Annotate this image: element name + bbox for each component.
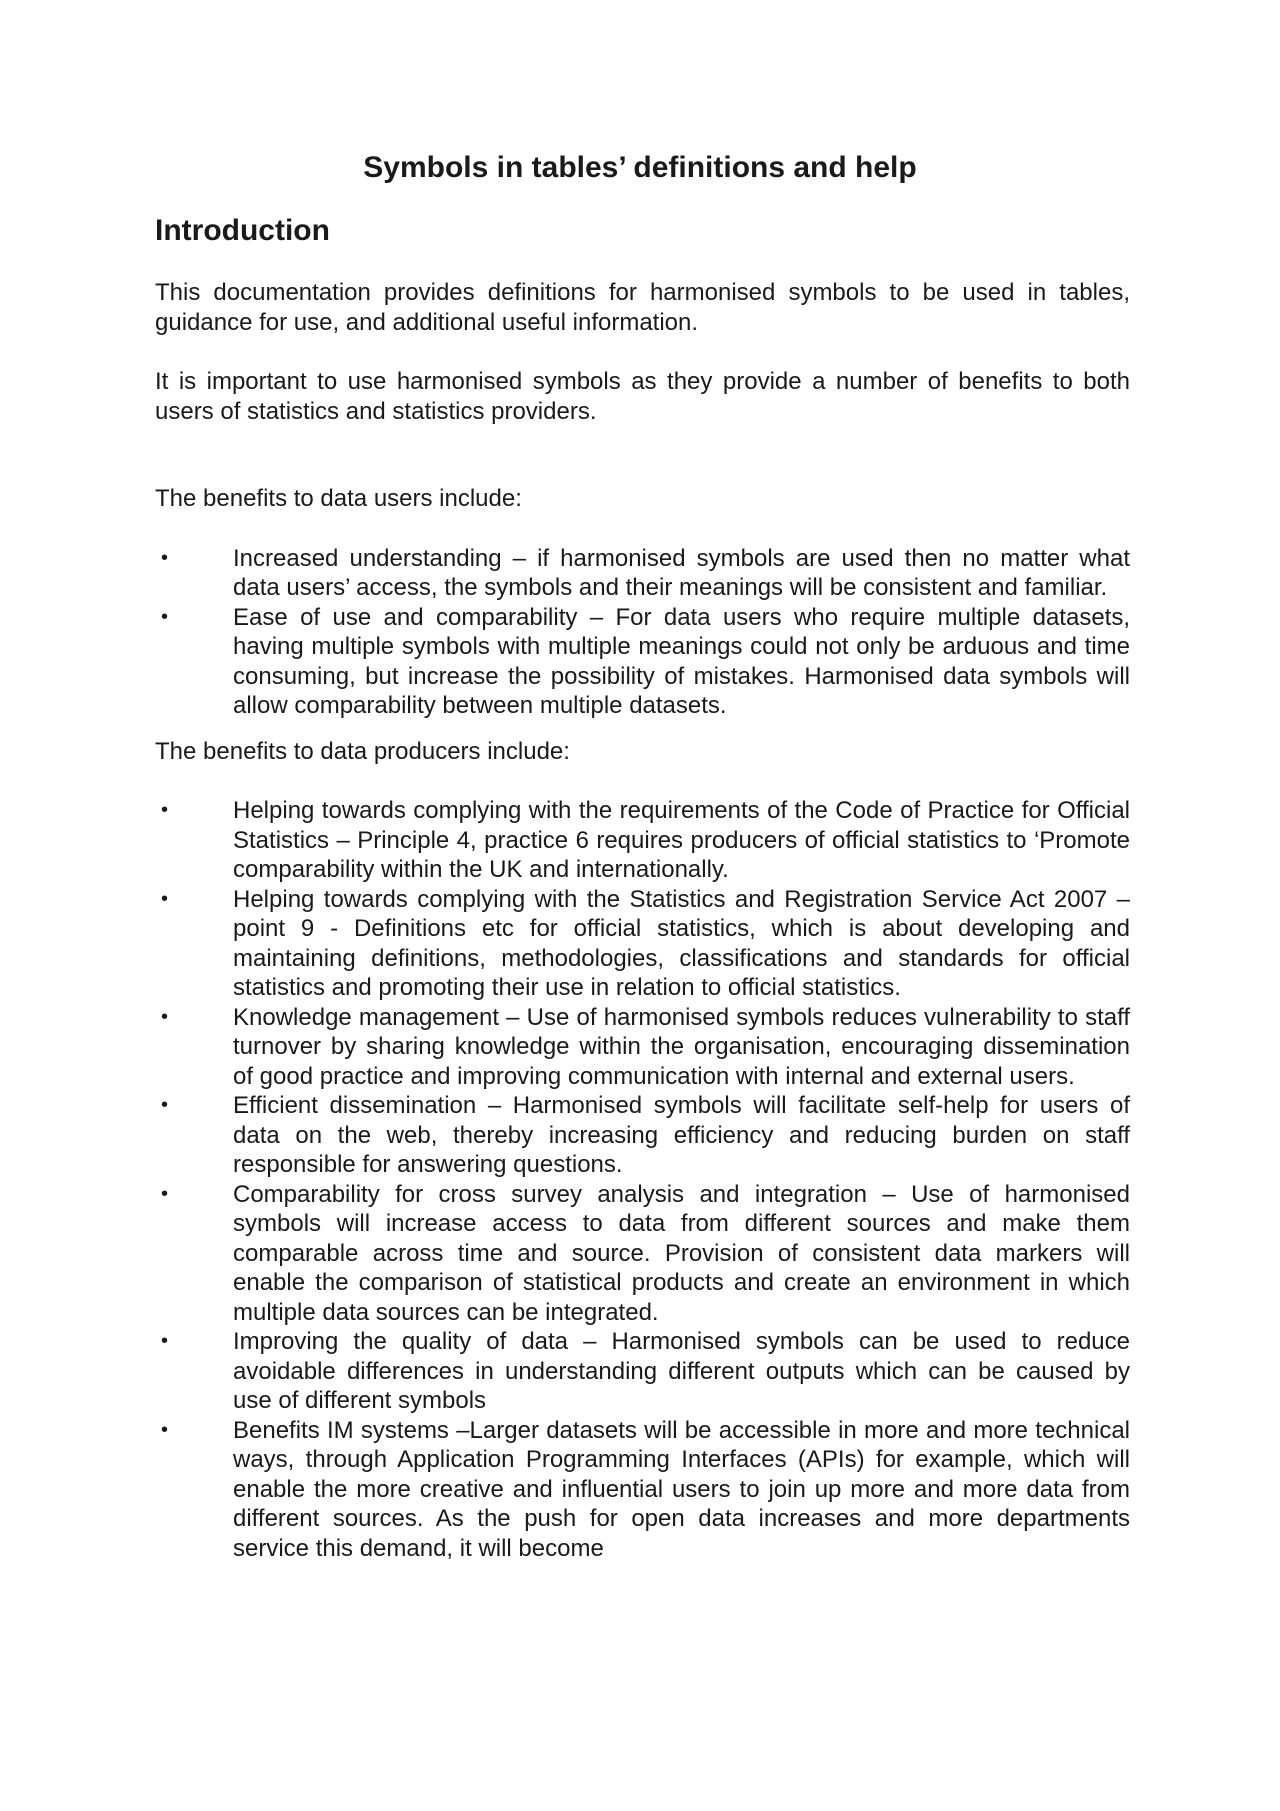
document-body xyxy=(155,212,1130,1563)
list-item-text: Helping towards complying with the requirements of the Code of Practice for Official Statistics – Principle 4, practice 6 requires producers of official statistics to ‘Promote comparability within the UK and internationally. xyxy=(233,797,1130,883)
list-item xyxy=(155,1003,1130,1092)
producers-benefits-list xyxy=(155,796,1130,1563)
list-item-text: Knowledge management – Use of harmonised symbols reduces vulnerability to staff turnover by sharing knowledge within the organisation, encouraging dissemination of good practice and improving communication with internal and external users. xyxy=(233,1003,1130,1090)
users-benefits-lead: The benefits to data users include: xyxy=(155,485,522,512)
document-title: Symbols in tables’ definitions and help xyxy=(363,151,917,184)
importance-paragraph: It is important to use harmonised symbols as they provide a number of benefits to both users of statistics and statistics providers. xyxy=(155,368,1130,425)
list-item xyxy=(155,1327,1130,1416)
list-item-text: Helping towards complying with the Statistics and Registration Service Act 2007 – point 9 - Definitions etc for official statistics, which is about developing and maintaining definitions, methodologies, classifications and standards for official statistics and promoting their use in relation to official statistics. xyxy=(233,885,1130,1001)
bullet-icon: • xyxy=(161,1005,169,1028)
list-item xyxy=(155,796,1130,885)
bullet-icon: • xyxy=(161,1094,169,1116)
list-item xyxy=(155,1180,1130,1328)
bullet-icon: • xyxy=(161,605,169,628)
list-item xyxy=(155,544,1130,603)
list-item-text: Benefits IM systems –Larger datasets will be accessible in more and more technical ways, through Application Programming Interfaces (APIs) for example, which will enable the more creative and influential users to join up more and more data from different sources. As the push for open data increases and more departments service this demand, it will become xyxy=(233,1416,1130,1562)
list-item-text: Ease of use and comparability – For data users who require multiple datasets, having multiple symbols with multiple meanings could not only be arduous and time consuming, but increase the possibility of mistakes. Harmonised data symbols will allow comparability between multiple datasets. xyxy=(233,603,1130,719)
producers-benefits-lead: The benefits to data producers include: xyxy=(155,737,570,765)
list-item xyxy=(155,885,1130,1003)
list-item-text: Efficient dissemination – Harmonised symbols will facilitate self-help for users of data on the web, thereby increasing efficiency and reducing burden on staff responsible for answering questions. xyxy=(233,1092,1130,1178)
section-heading-introduction: Introduction xyxy=(155,214,330,247)
bullet-icon: • xyxy=(161,1330,169,1352)
bullet-icon: • xyxy=(161,887,169,910)
bullet-icon: • xyxy=(161,1418,169,1441)
list-item-text: Comparability for cross survey analysis and integration – Use of harmonised symbols will increase access to data from different sources and make them comparable across time and source. Provision of consistent data markers will enable the comparison of statistical products and create an environment in which multiple data sources can be integrated. xyxy=(233,1180,1130,1326)
users-benefits-list xyxy=(155,544,1130,721)
list-item xyxy=(155,1091,1130,1180)
list-item xyxy=(155,1416,1130,1564)
list-item xyxy=(155,603,1130,721)
bullet-icon: • xyxy=(161,1182,169,1205)
intro-paragraph: This documentation provides definitions for harmonised symbols to be used in tables, guidance for use, and additional useful information. xyxy=(155,279,1130,336)
list-item-text: Improving the quality of data – Harmonised symbols can be used to reduce avoidable differences in understanding different outputs which can be caused by use of different symbols xyxy=(233,1328,1130,1414)
bullet-icon: • xyxy=(161,546,169,569)
list-item-text: Increased understanding – if harmonised symbols are used then no matter what data users’ access, the symbols and their meanings will be consistent and familiar. xyxy=(233,544,1130,601)
bullet-icon: • xyxy=(161,799,169,821)
